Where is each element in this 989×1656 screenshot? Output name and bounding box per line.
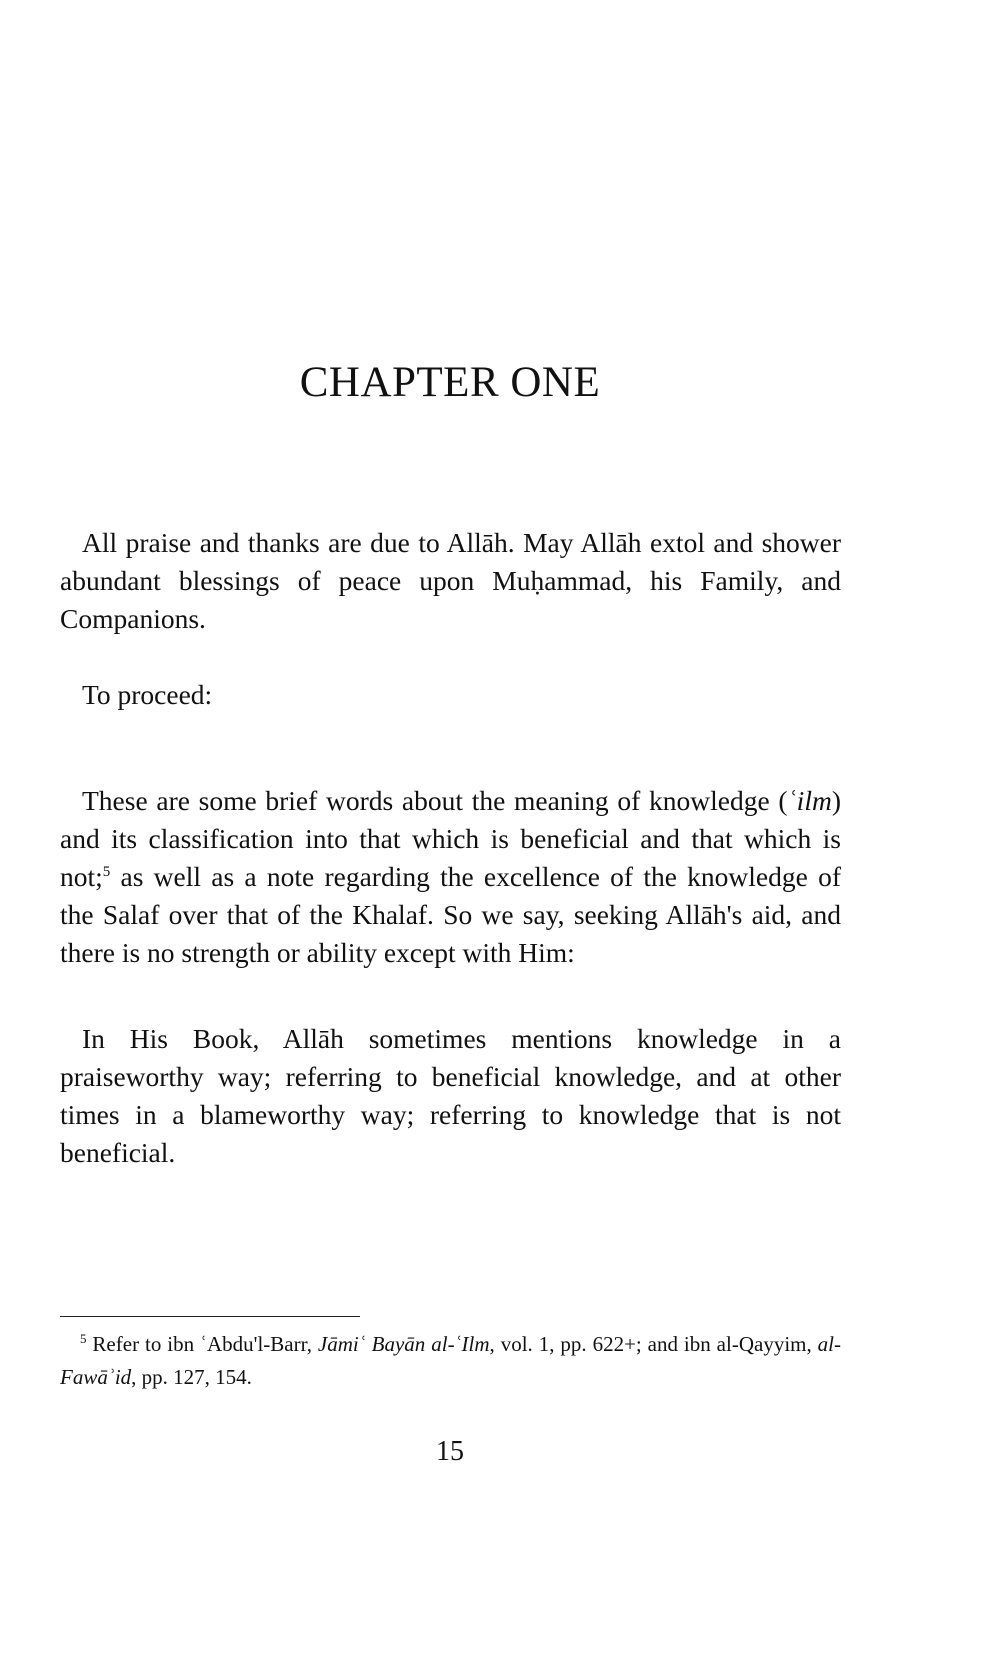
footnote-divider <box>60 1316 360 1317</box>
footnote <box>60 1328 841 1394</box>
book-title: al-Fawāʾid <box>60 1332 841 1389</box>
footnote-number: 5 <box>80 1331 87 1346</box>
to-proceed-paragraph: To proceed: <box>82 679 213 710</box>
footnote-text: Refer to ibn ʿAbdu'l-Barr, <box>86 1332 318 1356</box>
footnote-reference[interactable]: 5 <box>102 863 111 880</box>
paragraph-text: as well as a note regarding the excellence of the knowledge of the Salaf over that of the Khalaf. So we say, seeking Allāh's aid, and there is no strength or ability except with Him: <box>60 861 841 968</box>
chapter-title: CHAPTER ONE <box>299 359 601 406</box>
paragraph-text: These are some brief words about the meaning of knowledge ( <box>82 785 788 816</box>
introduction-paragraph <box>60 782 841 972</box>
opening-paragraph: All praise and thanks are due to Allāh. May Allāh extol and shower abundant blessings of peace upon Muḥammad, his Family, and Companions. <box>60 527 841 634</box>
italic-term: ʿilm <box>787 785 832 816</box>
knowledge-paragraph: In His Book, Allāh sometimes mentions knowledge in a praiseworthy way; referring to beneficial knowledge, and at other times in a blameworthy way; referring to knowledge that is not beneficial. <box>60 1023 841 1168</box>
paragraph-text: ) and its classification into that which is beneficial and that which is not; <box>60 785 841 892</box>
page-number: 15 <box>436 1436 464 1467</box>
footnote-text: , vol. 1, pp. 622+; and ibn al-Qayyim, <box>489 1332 818 1356</box>
footnote-text: , pp. 127, 154. <box>131 1365 252 1389</box>
book-title: Jāmiʿ Bayān al-ʿIlm <box>317 1332 490 1356</box>
